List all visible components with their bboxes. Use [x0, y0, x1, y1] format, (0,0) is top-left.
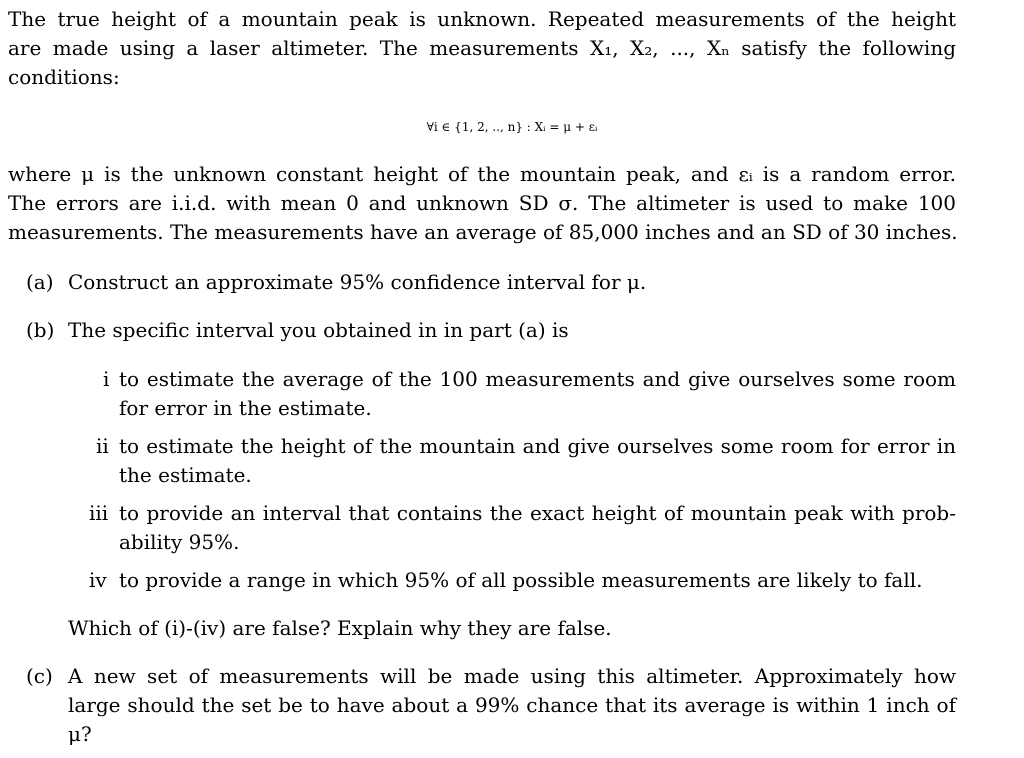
body-line-3: measurements. The measurements have an average of 85,000 inches and an SD of 30 inches.: [8, 220, 958, 244]
item-i-line-2: for error in the estimate.: [119, 396, 372, 420]
intro-line-2: are made using a laser altimeter. The measurements X₁, X₂, ..., Xₙ satisfy the following: [8, 36, 956, 60]
body-line-1: where μ is the unknown constant height of the mountain peak, and εᵢ is a random error.: [8, 162, 956, 186]
item-iv-label: iv: [89, 568, 107, 592]
part-b-text: The specific interval you obtained in in part (a) is: [68, 318, 569, 342]
item-iv-line-1: to provide a range in which 95% of all possible measurements are likely to fall.: [119, 568, 923, 592]
item-ii-line-2: the estimate.: [119, 463, 252, 487]
part-b-label: (b): [26, 318, 55, 342]
intro-line-1: The true height of a mountain peak is unknown. Repeated measurements of the height: [8, 7, 956, 31]
part-c-line-3: μ?: [68, 722, 92, 746]
part-c-line-1: A new set of measurements will be made using this altimeter. Approximately how: [68, 664, 956, 688]
body-line-2: The errors are i.i.d. with mean 0 and unknown SD σ. The altimeter is used to make 100: [8, 191, 956, 215]
item-i-line-1: to estimate the average of the 100 measurements and give ourselves some room: [119, 367, 956, 391]
part-c-line-2: large should the set be to have about a 99% chance that its average is within 1 inch of: [68, 693, 956, 717]
item-ii-line-1: to estimate the height of the mountain and give ourselves some room for error in: [119, 434, 956, 458]
part-c-label: (c): [26, 664, 53, 688]
intro-line-3: conditions:: [8, 65, 120, 89]
item-ii-label: ii: [96, 434, 109, 458]
part-a-text: Construct an approximate 95% confidence interval for μ.: [68, 270, 647, 294]
item-iii-line-1: to provide an interval that contains the exact height of mountain peak with prob-: [119, 501, 956, 525]
item-iii-line-2: ability 95%.: [119, 530, 240, 554]
item-iii-label: iii: [89, 501, 109, 525]
display-equation: ∀i ∈ {1, 2, .., n} : Xᵢ = μ + εᵢ: [426, 120, 598, 134]
item-i-label: i: [103, 367, 110, 391]
part-b-question: Which of (i)-(iv) are false? Explain why they are false.: [68, 616, 612, 640]
part-a-label: (a): [26, 270, 54, 294]
